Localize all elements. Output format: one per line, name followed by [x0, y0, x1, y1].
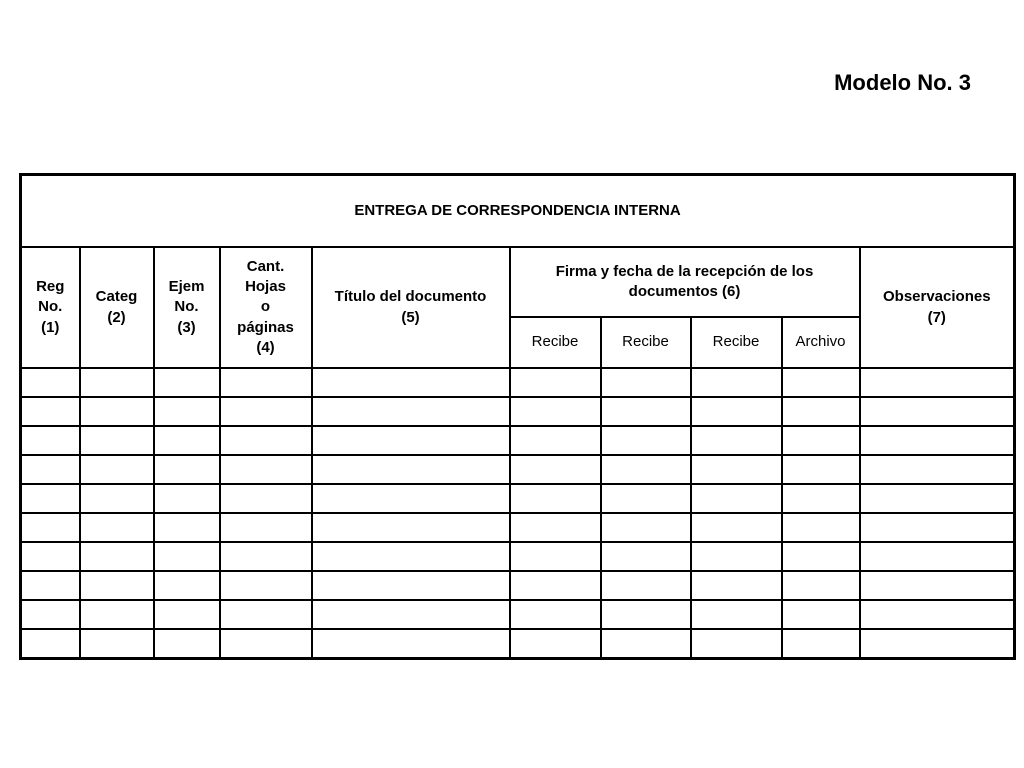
table-cell — [860, 542, 1015, 571]
table-cell — [601, 542, 691, 571]
table-cell — [860, 484, 1015, 513]
table-cell — [80, 600, 154, 629]
table-cell — [21, 426, 80, 455]
table-cell — [782, 513, 860, 542]
table-cell — [601, 629, 691, 659]
table-cell — [312, 513, 510, 542]
table-cell — [21, 571, 80, 600]
table-cell — [691, 629, 782, 659]
table-cell — [691, 513, 782, 542]
table-cell — [782, 484, 860, 513]
table-cell — [510, 397, 601, 426]
subheader-recibe-1: Recibe — [510, 317, 601, 368]
table-cell — [80, 513, 154, 542]
table-cell — [80, 629, 154, 659]
table-cell — [691, 542, 782, 571]
table-cell — [510, 542, 601, 571]
correspondence-form-table — [19, 173, 1016, 660]
table-cell — [154, 542, 220, 571]
table-cell — [782, 600, 860, 629]
table-cell — [860, 426, 1015, 455]
table-cell — [154, 600, 220, 629]
table-cell — [691, 484, 782, 513]
table-cell — [860, 513, 1015, 542]
table-cell — [860, 368, 1015, 397]
table-row — [21, 542, 1015, 571]
table-cell — [691, 571, 782, 600]
table-cell — [691, 397, 782, 426]
table-cell — [312, 629, 510, 659]
table-row — [21, 571, 1015, 600]
table-cell — [80, 426, 154, 455]
table-cell — [21, 484, 80, 513]
header-firma: Firma y fecha de la recepción de los documentos (6) — [510, 247, 860, 317]
table-cell — [601, 368, 691, 397]
table-cell — [154, 455, 220, 484]
header-reg: Reg No. (1) — [21, 247, 80, 368]
table-cell — [510, 368, 601, 397]
table-row — [21, 455, 1015, 484]
table-cell — [154, 513, 220, 542]
table-cell — [21, 629, 80, 659]
table-cell — [510, 629, 601, 659]
table-cell — [782, 629, 860, 659]
table-cell — [154, 397, 220, 426]
table-cell — [601, 600, 691, 629]
table-cell — [220, 484, 312, 513]
table-cell — [312, 455, 510, 484]
table-cell — [312, 542, 510, 571]
table-cell — [21, 397, 80, 426]
table-cell — [21, 368, 80, 397]
header-cant: Cant. Hojas o páginas (4) — [220, 247, 312, 368]
table-cell — [510, 600, 601, 629]
header-observaciones: Observaciones (7) — [860, 247, 1015, 368]
table-cell — [21, 542, 80, 571]
table-cell — [510, 455, 601, 484]
table-cell — [860, 600, 1015, 629]
form-title: ENTREGA DE CORRESPONDENCIA INTERNA — [21, 175, 1015, 248]
table-cell — [601, 571, 691, 600]
table-cell — [601, 397, 691, 426]
table-row — [21, 368, 1015, 397]
table-cell — [220, 455, 312, 484]
table-cell — [601, 484, 691, 513]
table-cell — [782, 368, 860, 397]
table-cell — [154, 484, 220, 513]
table-cell — [691, 426, 782, 455]
table-cell — [860, 455, 1015, 484]
table-cell — [312, 368, 510, 397]
header-titulo: Título del documento (5) — [312, 247, 510, 368]
table-cell — [691, 455, 782, 484]
subheader-recibe-2: Recibe — [601, 317, 691, 368]
table-cell — [312, 484, 510, 513]
model-label: Modelo No. 3 — [834, 70, 971, 95]
table-cell — [154, 629, 220, 659]
table-cell — [782, 455, 860, 484]
table-cell — [860, 629, 1015, 659]
table-cell — [220, 426, 312, 455]
subheader-recibe-3: Recibe — [691, 317, 782, 368]
table-cell — [21, 455, 80, 484]
subheader-archivo: Archivo — [782, 317, 860, 368]
table-cell — [510, 426, 601, 455]
table-cell — [782, 571, 860, 600]
table-cell — [691, 600, 782, 629]
table-row — [21, 629, 1015, 659]
table-cell — [312, 397, 510, 426]
table-cell — [601, 455, 691, 484]
table-cell — [220, 513, 312, 542]
table-cell — [80, 455, 154, 484]
table-cell — [601, 426, 691, 455]
table-cell — [220, 571, 312, 600]
table-cell — [860, 571, 1015, 600]
table-row — [21, 484, 1015, 513]
table-cell — [220, 368, 312, 397]
table-cell — [220, 397, 312, 426]
table-cell — [312, 600, 510, 629]
table-cell — [80, 571, 154, 600]
table-cell — [782, 426, 860, 455]
table-cell — [80, 484, 154, 513]
table-cell — [782, 542, 860, 571]
table-cell — [782, 397, 860, 426]
header-ejem: Ejem No. (3) — [154, 247, 220, 368]
table-cell — [80, 368, 154, 397]
table-cell — [510, 484, 601, 513]
table-row — [21, 513, 1015, 542]
table-cell — [21, 600, 80, 629]
table-cell — [691, 368, 782, 397]
table-cell — [80, 542, 154, 571]
table-cell — [312, 426, 510, 455]
table-row — [21, 600, 1015, 629]
table-cell — [510, 513, 601, 542]
table-cell — [220, 629, 312, 659]
table-cell — [21, 513, 80, 542]
table-cell — [220, 600, 312, 629]
table-cell — [154, 571, 220, 600]
table-cell — [154, 368, 220, 397]
table-cell — [860, 397, 1015, 426]
table-cell — [80, 397, 154, 426]
table-cell — [510, 571, 601, 600]
table-cell — [220, 542, 312, 571]
table-cell — [601, 513, 691, 542]
table-cell — [312, 571, 510, 600]
table-row — [21, 426, 1015, 455]
header-categ: Categ (2) — [80, 247, 154, 368]
table-cell — [154, 426, 220, 455]
table-row — [21, 397, 1015, 426]
